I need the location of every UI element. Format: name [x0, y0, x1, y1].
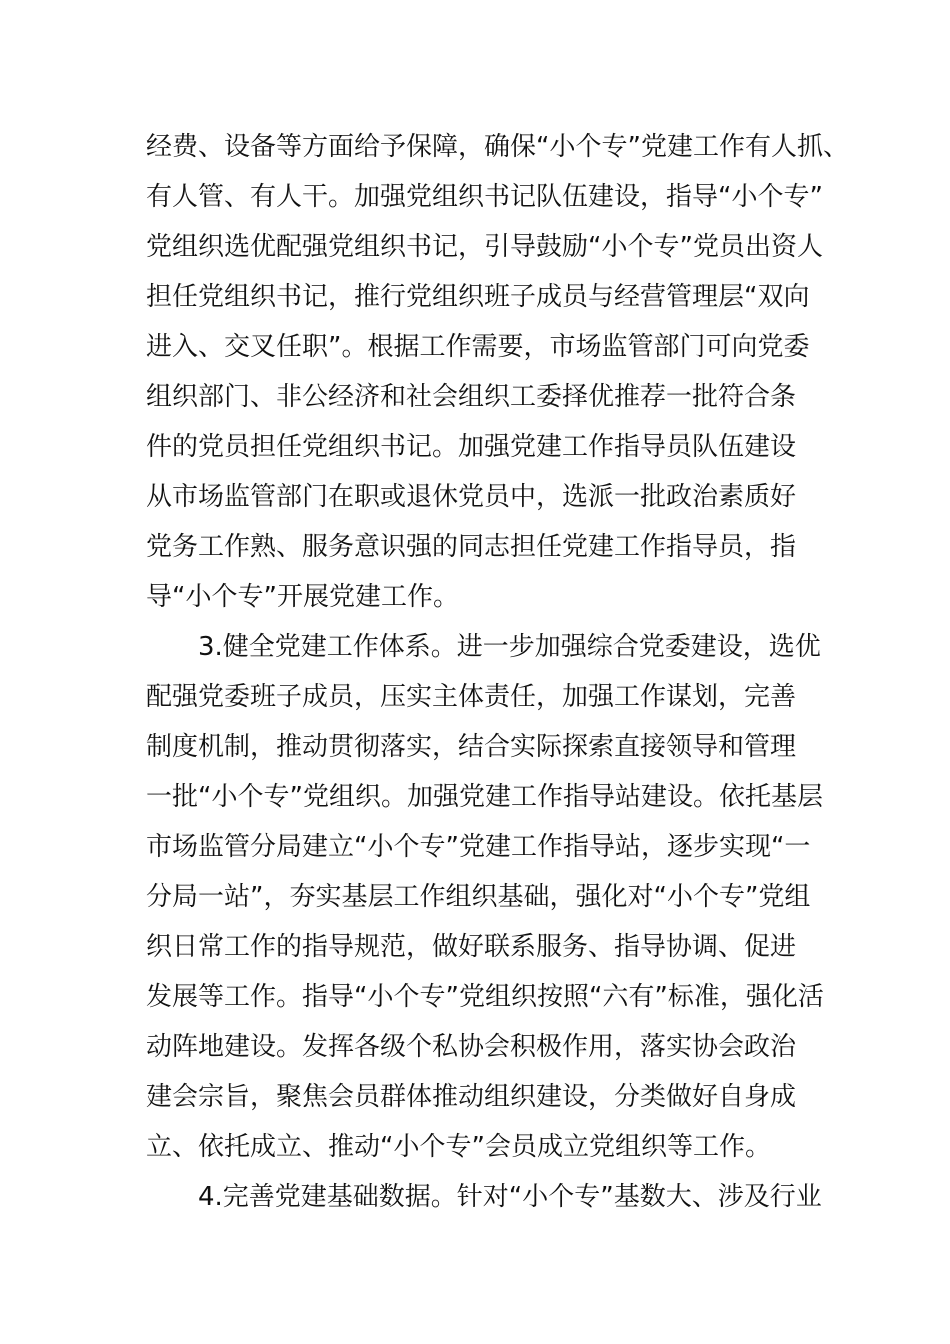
- text-line: 党组织选优配强党组织书记，引导鼓励“小个专”党员出资人: [146, 232, 823, 262]
- text-line: 从市场监管部门在职或退休党员中，选派一批政治素质好: [146, 482, 797, 512]
- text-line: 发展等工作。指导“小个专”党组织按照“六有”标准，强化活: [146, 982, 824, 1012]
- document-body: [146, 122, 849, 1222]
- text-line: 有人管、有人干。加强党组织书记队伍建设，指导“小个专”: [146, 182, 823, 212]
- text-line: 进入、交叉任职”。根据工作需要，市场监管部门可向党委: [146, 332, 810, 362]
- text-line: 组织部门、非公经济和社会组织工委择优推荐一批符合条: [146, 382, 797, 412]
- text-line: 建会宗旨，聚焦会员群体推动组织建设，分类做好自身成: [146, 1082, 797, 1112]
- text-line: 动阵地建设。发挥各级个私协会积极作用，落实协会政治: [146, 1032, 797, 1062]
- text-line: 立、依托成立、推动“小个专”会员成立党组织等工作。: [146, 1132, 771, 1162]
- paragraph-heading-3: 3.健全党建工作体系。进一步加强综合党委建设，选优: [198, 632, 821, 662]
- text-line: 件的党员担任党组织书记。加强党建工作指导员队伍建设: [146, 432, 797, 462]
- text-line: 担任党组织书记，推行党组织班子成员与经营管理层“双向: [146, 282, 810, 312]
- text-line: 织日常工作的指导规范，做好联系服务、指导协调、促进: [146, 932, 797, 962]
- text-line: 市场监管分局建立“小个专”党建工作指导站，逐步实现“一: [146, 832, 811, 862]
- paragraph-heading-4: 4.完善党建基础数据。针对“小个专”基数大、涉及行业: [198, 1182, 822, 1212]
- text-line: 制度机制，推动贯彻落实，结合实际探索直接领导和管理: [146, 732, 797, 762]
- text-line: 经费、设备等方面给予保障，确保“小个专”党建工作有人抓、: [146, 132, 849, 162]
- text-line: 分局一站”，夯实基层工作组织基础，强化对“小个专”党组: [146, 882, 811, 912]
- text-line: 配强党委班子成员，压实主体责任，加强工作谋划，完善: [146, 682, 797, 712]
- text-line: 党务工作熟、服务意识强的同志担任党建工作指导员，指: [146, 532, 797, 562]
- text-line: 一批“小个专”党组织。加强党建工作指导站建设。依托基层: [146, 782, 823, 812]
- text-line: 导“小个专”开展党建工作。: [146, 582, 459, 612]
